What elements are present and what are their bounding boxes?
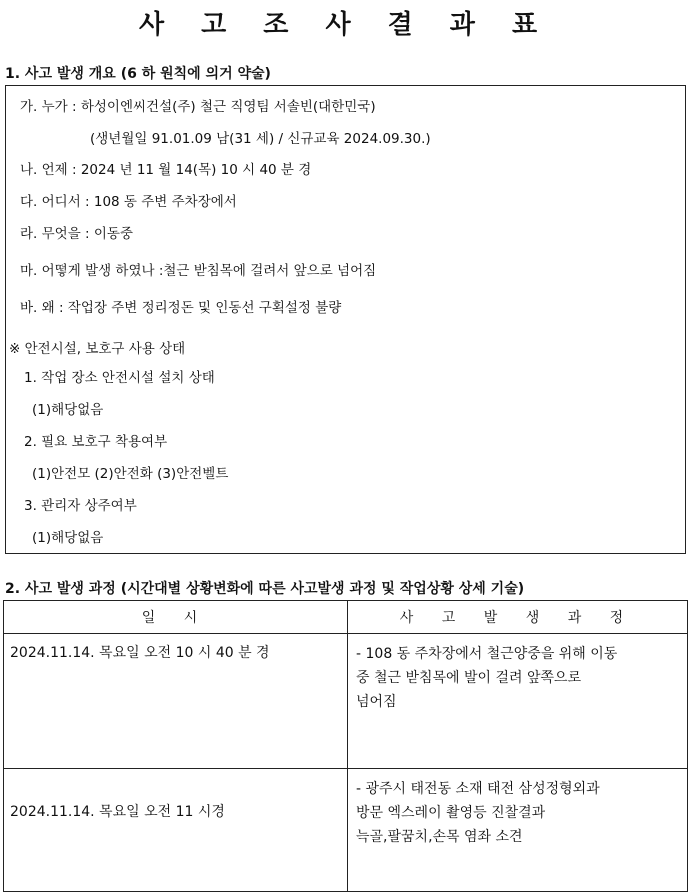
safety-item2-title: 2. 필요 보호구 착용여부 — [24, 434, 168, 450]
table-row — [4, 769, 688, 892]
who-detail-line: (생년월일 91.01.09 남(31 세) / 신규교육 2024.09.30.) — [90, 131, 431, 147]
what-line: 라. 무엇을 : 이동중 — [20, 226, 134, 242]
process-line: 방문 엑스레이 촬영등 진찰결과 — [356, 805, 546, 821]
accident-overview-box — [5, 85, 686, 554]
col-header-datetime: 일 시 — [4, 601, 348, 634]
process-line: - 108 동 주차장에서 철근양중을 위해 이동 — [356, 646, 618, 662]
process-cell — [348, 634, 688, 769]
datetime-cell: 2024.11.14. 목요일 오전 11 시경 — [4, 769, 348, 892]
datetime-cell: 2024.11.14. 목요일 오전 10 시 40 분 경 — [4, 634, 348, 769]
where-line: 다. 어디서 : 108 동 주변 주차장에서 — [20, 194, 237, 210]
col-header-process: 사 고 발 생 과 정 — [348, 601, 688, 634]
process-line: 중 철근 받침목에 발이 걸려 앞쪽으로 — [356, 670, 582, 686]
safety-item2-value: (1)안전모 (2)안전화 (3)안전벨트 — [32, 466, 229, 482]
safety-item3-value: (1)해당없음 — [32, 530, 104, 546]
accident-process-table — [3, 600, 688, 892]
who-line: 가. 누가 : 하성이엔씨건설(주) 철근 직영팀 서솔빈(대한민국) — [20, 99, 376, 115]
process-cell — [348, 769, 688, 892]
when-line: 나. 언제 : 2024 년 11 월 14(목) 10 시 40 분 경 — [20, 162, 312, 178]
process-line: - 광주시 태전동 소재 태전 삼성정형외과 — [356, 781, 600, 797]
document-title: 사 고 조 사 결 과 표 — [138, 10, 552, 40]
safety-item1-title: 1. 작업 장소 안전시설 설치 상태 — [24, 370, 215, 386]
why-line: 바. 왜 : 작업장 주변 정리정돈 및 인동선 구획설정 불량 — [20, 300, 342, 316]
process-line: 늑골,팔꿈치,손목 염좌 소견 — [356, 829, 523, 845]
section1-heading: 1. 사고 발생 개요 (6 하 원칙에 의거 약술) — [5, 66, 271, 82]
safety-item3-title: 3. 관리자 상주여부 — [24, 498, 137, 514]
process-line: 넘어짐 — [356, 694, 397, 710]
section2-heading: 2. 사고 발생 과정 (시간대별 상황변화에 따른 사고발생 과정 및 작업상황 상세 기술) — [5, 581, 525, 597]
safety-status-title: ※ 안전시설, 보호구 사용 상태 — [9, 341, 186, 357]
table-row — [4, 634, 688, 769]
how-line: 마. 어떻게 발생 하였나 :철근 받침목에 걸려서 앞으로 넘어짐 — [20, 263, 377, 279]
safety-item1-value: (1)해당없음 — [32, 402, 104, 418]
